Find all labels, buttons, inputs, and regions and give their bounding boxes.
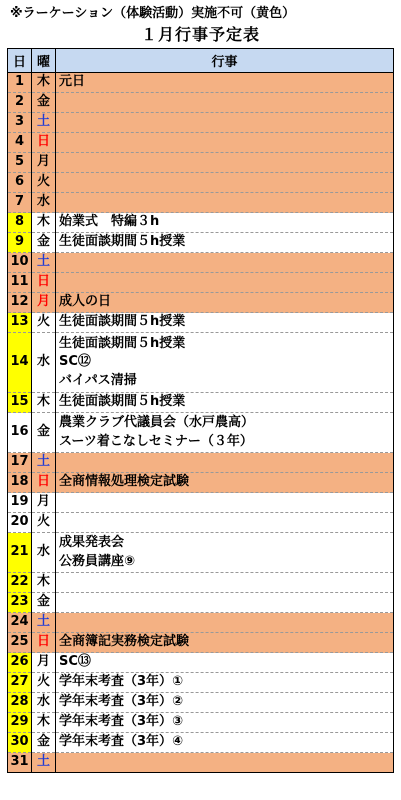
events-cell	[56, 253, 394, 273]
table-header-row	[8, 49, 394, 73]
weekday-cell: 木	[32, 213, 56, 233]
table-row	[8, 273, 394, 293]
weekday-cell: 日	[32, 633, 56, 653]
table-row	[8, 213, 394, 233]
table-row	[8, 693, 394, 713]
events-cell	[56, 293, 394, 313]
weekday-cell: 日	[32, 273, 56, 293]
event-text: SC⑬	[59, 654, 91, 670]
weekday-cell: 水	[32, 533, 56, 573]
header-day: 日	[8, 49, 32, 73]
events-cell	[56, 113, 394, 133]
events-cell	[56, 633, 394, 653]
event-text: 全商簿記実務検定試験	[59, 634, 190, 650]
event-text: 生徒面談期間５h授業	[59, 234, 186, 250]
weekday-cell: 水	[32, 193, 56, 213]
table-row	[8, 193, 394, 213]
day-cell: 6	[8, 173, 32, 193]
weekday-cell: 火	[32, 513, 56, 533]
weekday-cell: 土	[32, 113, 56, 133]
event-text: 生徒面談期間５h授業	[59, 335, 186, 351]
weekday-cell: 木	[32, 73, 56, 93]
weekday-cell: 土	[32, 253, 56, 273]
events-cell	[56, 333, 394, 393]
weekday-cell: 金	[32, 93, 56, 113]
events-cell	[56, 533, 394, 573]
day-cell: 1	[8, 73, 32, 93]
weekday-cell: 金	[32, 733, 56, 753]
day-cell: 23	[8, 593, 32, 613]
table-row	[8, 333, 394, 393]
table-row	[8, 753, 394, 773]
events-cell	[56, 513, 394, 533]
day-cell: 22	[8, 573, 32, 593]
event-text: 元日	[59, 74, 86, 90]
day-cell: 28	[8, 693, 32, 713]
events-cell	[56, 153, 394, 173]
day-cell: 30	[8, 733, 32, 753]
day-cell: 9	[8, 233, 32, 253]
day-cell: 18	[8, 473, 32, 493]
weekday-cell: 火	[32, 173, 56, 193]
table-row	[8, 493, 394, 513]
event-text: 学年末考査（3年）②	[59, 694, 184, 710]
table-row	[8, 513, 394, 533]
event-text: 始業式 特編３h	[59, 214, 160, 230]
events-cell	[56, 713, 394, 733]
table-row	[8, 573, 394, 593]
events-cell	[56, 573, 394, 593]
event-text: SC⑫	[59, 354, 91, 370]
weekday-cell: 火	[32, 313, 56, 333]
event-text: 学年末考査（3年）④	[59, 734, 184, 750]
table-row	[8, 613, 394, 633]
weekday-cell: 木	[32, 713, 56, 733]
day-cell: 3	[8, 113, 32, 133]
weekday-cell: 土	[32, 453, 56, 473]
day-cell: 27	[8, 673, 32, 693]
notice-text: ※ラーケーション（体験活動）実施不可（黄色）	[10, 6, 296, 21]
event-text: 公務員講座⑨	[59, 553, 136, 569]
events-cell	[56, 473, 394, 493]
event-text: 学年末考査（3年）①	[59, 674, 184, 690]
events-cell	[56, 173, 394, 193]
weekday-cell: 土	[32, 753, 56, 773]
weekday-cell: 水	[32, 333, 56, 393]
day-cell: 19	[8, 493, 32, 513]
weekday-cell: 金	[32, 413, 56, 453]
day-cell: 25	[8, 633, 32, 653]
weekday-cell: 土	[32, 613, 56, 633]
table-row	[8, 113, 394, 133]
day-cell: 13	[8, 313, 32, 333]
weekday-cell: 月	[32, 493, 56, 513]
weekday-cell: 月	[32, 293, 56, 313]
event-text: 成果発表会	[59, 535, 125, 550]
weekday-cell: 木	[32, 393, 56, 413]
events-cell	[56, 393, 394, 413]
events-cell	[56, 413, 394, 453]
day-cell: 16	[8, 413, 32, 453]
day-cell: 17	[8, 453, 32, 473]
table-row	[8, 653, 394, 673]
day-cell: 11	[8, 273, 32, 293]
weekday-cell: 月	[32, 653, 56, 673]
events-cell	[56, 313, 394, 333]
table-row	[8, 293, 394, 313]
day-cell: 24	[8, 613, 32, 633]
weekday-cell: 金	[32, 593, 56, 613]
table-row	[8, 413, 394, 453]
schedule-body	[8, 73, 394, 773]
day-cell: 20	[8, 513, 32, 533]
events-cell	[56, 753, 394, 773]
table-row	[8, 633, 394, 653]
table-row	[8, 73, 394, 93]
day-cell: 5	[8, 153, 32, 173]
event-text: 成人の日	[59, 294, 112, 310]
table-row	[8, 453, 394, 473]
day-cell: 14	[8, 333, 32, 393]
events-cell	[56, 213, 394, 233]
header-events: 行事	[56, 49, 394, 73]
schedule-table	[7, 48, 394, 773]
day-cell: 10	[8, 253, 32, 273]
events-cell	[56, 453, 394, 473]
table-row	[8, 233, 394, 253]
table-row	[8, 593, 394, 613]
weekday-cell: 日	[32, 133, 56, 153]
event-text: スーツ着こなしセミナー（３年）	[59, 433, 253, 449]
table-row	[8, 473, 394, 493]
event-text: 学年末考査（3年）③	[59, 714, 184, 730]
day-cell: 4	[8, 133, 32, 153]
page-title: １月行事予定表	[140, 25, 260, 44]
table-row	[8, 153, 394, 173]
events-cell	[56, 613, 394, 633]
events-cell	[56, 653, 394, 673]
event-text: 農業クラブ代議員会（水戸農高）	[59, 415, 255, 430]
weekday-cell: 火	[32, 673, 56, 693]
table-row	[8, 733, 394, 753]
day-cell: 29	[8, 713, 32, 733]
events-cell	[56, 273, 394, 293]
header-weekday: 曜	[32, 49, 56, 73]
events-cell	[56, 493, 394, 513]
table-row	[8, 673, 394, 693]
events-cell	[56, 93, 394, 113]
event-text: 生徒面談期間５h授業	[59, 394, 186, 410]
day-cell: 7	[8, 193, 32, 213]
weekday-cell: 金	[32, 233, 56, 253]
events-cell	[56, 73, 394, 93]
day-cell: 8	[8, 213, 32, 233]
event-text: バイパス清掃	[59, 372, 137, 388]
weekday-cell: 月	[32, 153, 56, 173]
events-cell	[56, 233, 394, 253]
table-row	[8, 253, 394, 273]
table-row	[8, 393, 394, 413]
table-row	[8, 533, 394, 573]
weekday-cell: 日	[32, 473, 56, 493]
table-row	[8, 313, 394, 333]
day-cell: 15	[8, 393, 32, 413]
events-cell	[56, 693, 394, 713]
events-cell	[56, 733, 394, 753]
table-row	[8, 93, 394, 113]
table-row	[8, 173, 394, 193]
event-text: 生徒面談期間５h授業	[59, 314, 186, 330]
events-cell	[56, 193, 394, 213]
table-row	[8, 713, 394, 733]
weekday-cell: 水	[32, 693, 56, 713]
event-text: 全商情報処理検定試験	[59, 474, 190, 490]
day-cell: 12	[8, 293, 32, 313]
weekday-cell: 木	[32, 573, 56, 593]
day-cell: 26	[8, 653, 32, 673]
day-cell: 31	[8, 753, 32, 773]
day-cell: 2	[8, 93, 32, 113]
events-cell	[56, 673, 394, 693]
table-row	[8, 133, 394, 153]
day-cell: 21	[8, 533, 32, 573]
events-cell	[56, 593, 394, 613]
events-cell	[56, 133, 394, 153]
